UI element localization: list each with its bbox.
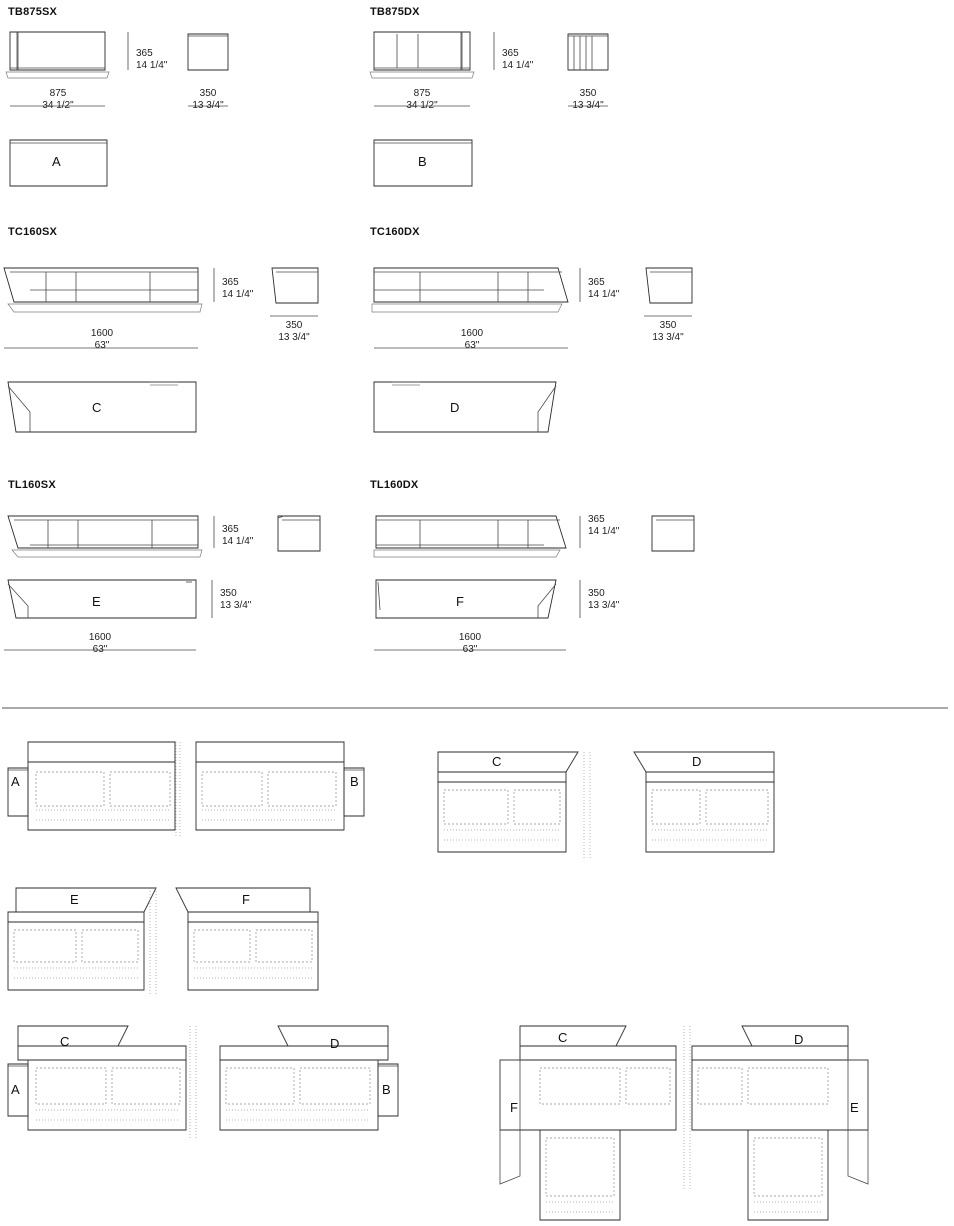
dim-height-tb875dx [502, 48, 533, 72]
dim-value-in: 13 3/4" [572, 100, 604, 111]
comp3-label-f: F [242, 892, 250, 907]
dim-width-tc160sx [54, 328, 150, 352]
comp4-label-c: C [60, 1034, 70, 1049]
dim-value-mm: 350 [220, 588, 237, 599]
dim-depth-tl160dx [588, 588, 619, 612]
dim-value-mm: 875 [413, 88, 431, 99]
dim-value-in: 13 3/4" [192, 100, 224, 111]
dim-value-mm: 365 [136, 48, 153, 59]
dim-width-tl160sx [52, 632, 148, 656]
module-title-tb875dx: TB875DX [370, 6, 420, 18]
module-letter-d: D [450, 400, 460, 415]
dim-width-tc160dx [424, 328, 520, 352]
dim-value-mm: 350 [285, 320, 303, 331]
dim-value-in: 34 1/2" [406, 100, 438, 111]
dim-value-mm: 875 [49, 88, 67, 99]
dim-value-in: 63" [462, 644, 478, 655]
dim-value-in: 63" [94, 340, 110, 351]
dim-value-in: 13 3/4" [588, 600, 620, 611]
module-title-tl160dx: TL160DX [370, 479, 419, 491]
dim-depth-tc160dx [638, 320, 698, 344]
dim-value-mm: 350 [579, 88, 597, 99]
comp5-label-d: D [794, 1032, 804, 1047]
dim-value-in: 14 1/4" [222, 289, 254, 300]
dim-value-mm: 1600 [88, 632, 112, 643]
dim-value-mm: 365 [502, 48, 519, 59]
dim-value-in: 13 3/4" [278, 332, 310, 343]
dim-value-in: 14 1/4" [588, 526, 620, 537]
dim-value-in: 13 3/4" [220, 600, 252, 611]
dim-value-in: 14 1/4" [222, 536, 254, 547]
comp4-label-a: A [11, 1082, 20, 1097]
comp2-label-d: D [692, 754, 702, 769]
dim-value-mm: 350 [588, 588, 605, 599]
comp5-label-e: E [850, 1100, 859, 1115]
dim-value-in: 14 1/4" [588, 289, 620, 300]
dim-value-mm: 365 [588, 277, 605, 288]
dim-value-mm: 350 [659, 320, 677, 331]
dim-value-mm: 1600 [458, 632, 482, 643]
module-letter-f: F [456, 594, 464, 609]
dim-depth-tb875dx [558, 88, 618, 112]
comp5-label-c: C [558, 1030, 568, 1045]
dim-depth-tb875sx [178, 88, 238, 112]
dim-height-tc160sx [222, 277, 253, 301]
comp3-label-e: E [70, 892, 79, 907]
dim-width-tl160dx [422, 632, 518, 656]
dim-height-tl160dx [588, 514, 619, 538]
dim-depth-tc160sx [264, 320, 324, 344]
dim-value-mm: 365 [222, 277, 239, 288]
module-title-tl160sx: TL160SX [8, 479, 56, 491]
comp1-label-b: B [350, 774, 359, 789]
dim-height-tb875sx [136, 48, 167, 72]
comp5-label-f: F [510, 1100, 518, 1115]
module-letter-e: E [92, 594, 101, 609]
module-letter-c: C [92, 400, 102, 415]
comp4-label-b: B [382, 1082, 391, 1097]
dim-value-mm: 350 [199, 88, 217, 99]
dim-value-mm: 365 [222, 524, 239, 535]
dim-value-mm: 1600 [90, 328, 114, 339]
dim-value-in: 63" [464, 340, 480, 351]
dim-width-tb875sx [12, 88, 104, 112]
dim-value-in: 34 1/2" [42, 100, 74, 111]
comp1-label-a: A [11, 774, 20, 789]
comp4-label-d: D [330, 1036, 340, 1051]
dim-height-tl160sx [222, 524, 253, 548]
comp2-label-c: C [492, 754, 502, 769]
dim-value-in: 14 1/4" [136, 60, 168, 71]
module-title-tb875sx: TB875SX [8, 6, 58, 18]
dim-value-in: 14 1/4" [502, 60, 534, 71]
module-letter-a: A [52, 154, 61, 169]
module-title-tc160sx: TC160SX [8, 226, 58, 238]
dim-value-in: 63" [92, 644, 108, 655]
dim-height-tc160dx [588, 277, 619, 301]
dim-value-mm: 365 [588, 514, 605, 525]
module-title-tc160dx: TC160DX [370, 226, 420, 238]
module-letter-b: B [418, 154, 427, 169]
dim-value-mm: 1600 [460, 328, 484, 339]
dim-width-tb875dx [376, 88, 468, 112]
dim-depth-tl160sx [220, 588, 251, 612]
dim-value-in: 13 3/4" [652, 332, 684, 343]
